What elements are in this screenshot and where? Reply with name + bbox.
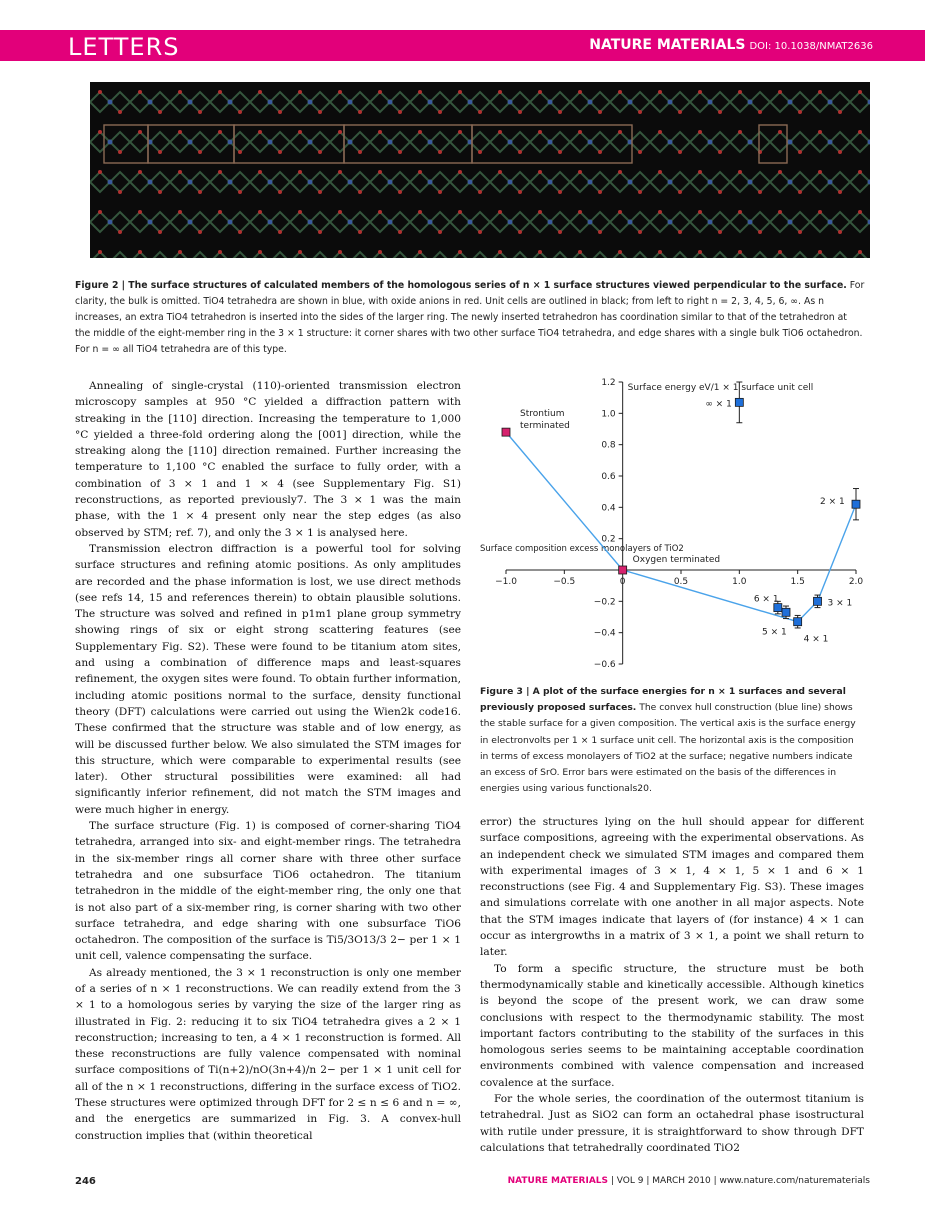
point-label: 5 × 1 bbox=[762, 627, 787, 638]
paragraph: As already mentioned, the 3 × 1 reconstruction is only one member of a series of n × 1 reconstructions. We can readily extend from the 3 × 1 to a homologous series by varying the size of the larger ring as illustrated in Fig. 2: reducing it to six TiO4 tetrahedra gives a 2 × 1 reconstruction; increasing to ten, a 4 × 1 reconstruction is formed. All these reconstructions are fully valence compensated with nominal surface compositions of Ti(n+2)/nO(3n+4)/n 2− per 1 × 1 unit cell for all of the n × 1 reconstructions, differing in the surface excess of TiO2. These structures were optimized through DFT for 2 ≤ n ≤ 6 and n = ∞, and the energetics are summarized in Fig. 3. A convex-hull construction implies that (within theoretical bbox=[75, 966, 461, 1142]
data-point bbox=[774, 604, 782, 612]
y-tick-label: 0.4 bbox=[601, 503, 616, 514]
y-axis-label: Surface energy eV/1 × 1 surface unit cell bbox=[627, 383, 814, 393]
data-point bbox=[502, 428, 510, 436]
figure-3-caption-label: Figure 3 | A plot of the surface energies for n × 1 surfaces and several previously proposed surfaces. bbox=[480, 686, 846, 714]
data-point bbox=[852, 500, 860, 508]
y-tick-label: 0.8 bbox=[601, 440, 616, 451]
point-label: Strontium bbox=[520, 409, 565, 420]
data-point bbox=[794, 618, 802, 626]
paragraph: To form a specific structure, the structure must be both thermodynamically stable and kinetically accessible. Although kinetics is beyond the scope of the present work, we can draw some conclusions with respect to the thermodynamic stability. The most important factors contributing to the stability of the surfaces in this homologous series seems to be maintaining acceptable coordination environments combined with valence compensation and increased covalence at the surface. bbox=[480, 962, 864, 1089]
paragraph: For the whole series, the coordination of the outermost titanium is tetrahedral. Just as SiO2 can form an octahedral phase isostructural with rutile under pressure, it is straightforward to show through DFT calculations that tetrahedrally coordinated TiO2 bbox=[480, 1093, 864, 1154]
y-tick-label: 1.2 bbox=[601, 378, 616, 388]
left-column bbox=[75, 378, 461, 1144]
y-tick-label: −0.6 bbox=[593, 660, 616, 670]
y-tick-label: −0.2 bbox=[593, 597, 616, 608]
footer-info: NATURE MATERIALS | VOL 9 | MARCH 2010 | www.nature.com/naturematerials bbox=[507, 1176, 870, 1186]
figure-3-caption bbox=[480, 684, 864, 797]
point-label: ∞ × 1 bbox=[705, 399, 732, 410]
data-point bbox=[735, 398, 743, 406]
x-tick-label: −1.0 bbox=[495, 577, 517, 587]
paragraph: Annealing of single-crystal (110)-oriented transmission electron microscopy samples at 950 °C yielded a diffraction pattern with streaking in the [110] direction. Increasing the temperature to 1,000 °C yielded a three-fold ordering along the [001] direction, while the streaking along the [110] direction remained. Further increasing the temperature to 1,100 °C enabled the surface to fully order, with a combination of 3 × 1 and 1 × 4 (see Supplementary Fig. S1) reconstructions, as reported previously7. The 3 × 1 was the main phase, with the 1 × 4 present only near the step edges (as also observed by STM; ref. 7), and only the 3 × 1 is analysed here. bbox=[75, 380, 461, 539]
point-label: 4 × 1 bbox=[803, 634, 829, 645]
point-label: 6 × 1 bbox=[753, 594, 779, 605]
x-tick-label: 2.0 bbox=[848, 577, 864, 587]
x-tick-label: 1.5 bbox=[790, 577, 805, 587]
point-label: terminated bbox=[520, 421, 570, 432]
paragraph: Transmission electron diffraction is a powerful tool for solving surface structures and refining atomic positions. As only amplitudes are recorded and the phase information is lost, we use direct methods (see refs 14, 15 and references therein) to obtain plausible solutions. The structure was solved and refined in p1m1 plane group symmetry showing rings of six or eight strong scattering features (see Supplementary Fig. S2). These were found to be titanium atom sites, and using a combination of difference maps and least-squares refinement, the oxygen sites were found. To obtain further information, including atomic positions normal to the surface, density functional theory (DFT) calculations were carried out using the Wien2k code16. These confirmed that the structure was stable and of low energy, as will be discussed further below. We also simulated the STM images for this structure, which were comparable to experimental results (see later). Other structural possibilities were examined: all had significantly inferior refinement, did not match the STM images and were much higher in energy. bbox=[75, 542, 461, 816]
paragraph: The surface structure (Fig. 1) is composed of corner-sharing TiO4 tetrahedra, arranged into six- and eight-member rings. The tetrahedra in the six-member rings all corner share with three other surface tetrahedra and one subsurface TiO6 octahedron. The titanium tetrahedron in the middle of the eight-member ring, the only one that is not also part of a six-member ring, is corner sharing with two other surface tetrahedra, and edge sharing with one subsurface TiO6 octahedron. The composition of the surface is Ti5/3O13/3 2− per 1 × 1 unit cell, valence compensating the surface. bbox=[75, 820, 461, 963]
journal-header bbox=[0, 30, 925, 61]
y-tick-label: 1.0 bbox=[601, 409, 616, 420]
convex-hull-line bbox=[506, 432, 856, 622]
y-tick-label: 0.2 bbox=[601, 534, 616, 545]
figure-2-caption-text: For clarity, the bulk is omitted. TiO4 tetrahedra are shown in blue, with oxide anions in red. Unit cells are outlined in black; from left to right n = 2, 3, 4, 5, 6, ∞. As n increases, an extra TiO4 tetrahedron is inserted into the sides of the larger ring. The newly inserted tetrahedron has coordination similar to that of the tetrahedron at the middle of the eight-member ring in the 3 × 1 structure: it corner shares with two other surface TiO4 tetrahedra, and edge shares with a single bulk TiO6 octahedron. For n = ∞ all TiO4 tetrahedra are of this type. bbox=[75, 280, 865, 355]
figure-2-caption bbox=[75, 278, 865, 358]
y-tick-label: −0.4 bbox=[593, 628, 616, 639]
x-tick-label: 0.5 bbox=[673, 577, 689, 587]
doi-label: DOI: 10.1038/NMAT2636 bbox=[749, 41, 873, 52]
point-label: Oxygen terminated bbox=[632, 555, 721, 565]
figure-2-caption-label: Figure 2 | The surface structures of calculated members of the homologous series of n × 1 surface structures viewed perpendicular to the surface. bbox=[75, 280, 847, 291]
paragraph: error) the structures lying on the hull should appear for different surface compositions, agreeing with the experimental observations. As an independent check we simulated STM images and compared them with experimental images of 3 × 1, 4 × 1, 5 × 1 and 6 × 1 reconstructions (see Fig. 4 and Supplementary Fig. S3). These images and simulations correlate with one another in all major aspects. Note that the STM images indicate that layers of (for instance) 4 × 1 can occur as intergrowths in a matrix of 3 × 1, a point we shall return to later. bbox=[480, 816, 864, 959]
point-label: 2 × 1 bbox=[820, 497, 845, 508]
surface-energy-plot bbox=[478, 370, 870, 675]
data-point bbox=[782, 608, 790, 616]
figure-3-caption-text: The convex hull construction (blue line) shows the stable surface for a given composition. The vertical axis is the surface energy in electronvolts per 1 × 1 surface unit cell. The horizontal axis is the composition in terms of excess monolayers of TiO2 at the surface; negative numbers indicate an excess of SrO. Error bars were estimated on the basis of the differences in energies using various functionals20. bbox=[480, 702, 856, 795]
data-point bbox=[619, 566, 627, 574]
right-column bbox=[480, 814, 864, 1156]
data-point bbox=[814, 597, 822, 605]
figure-2-image bbox=[90, 82, 870, 258]
figure-3-chart bbox=[478, 370, 870, 675]
point-label: 3 × 1 bbox=[827, 598, 853, 609]
x-tick-label: −0.5 bbox=[553, 577, 576, 587]
page-number: 246 bbox=[75, 1176, 96, 1187]
section-label: LETTERS bbox=[68, 33, 180, 61]
journal-title: NATURE MATERIALS DOI: 10.1038/NMAT2636 bbox=[589, 37, 873, 53]
y-tick-label: 0.6 bbox=[601, 472, 616, 482]
x-tick-label: 1.0 bbox=[732, 577, 747, 587]
x-tick-label: 0 bbox=[619, 577, 626, 587]
x-axis-label: Surface composition excess monolayers of TiO2 bbox=[480, 544, 684, 555]
